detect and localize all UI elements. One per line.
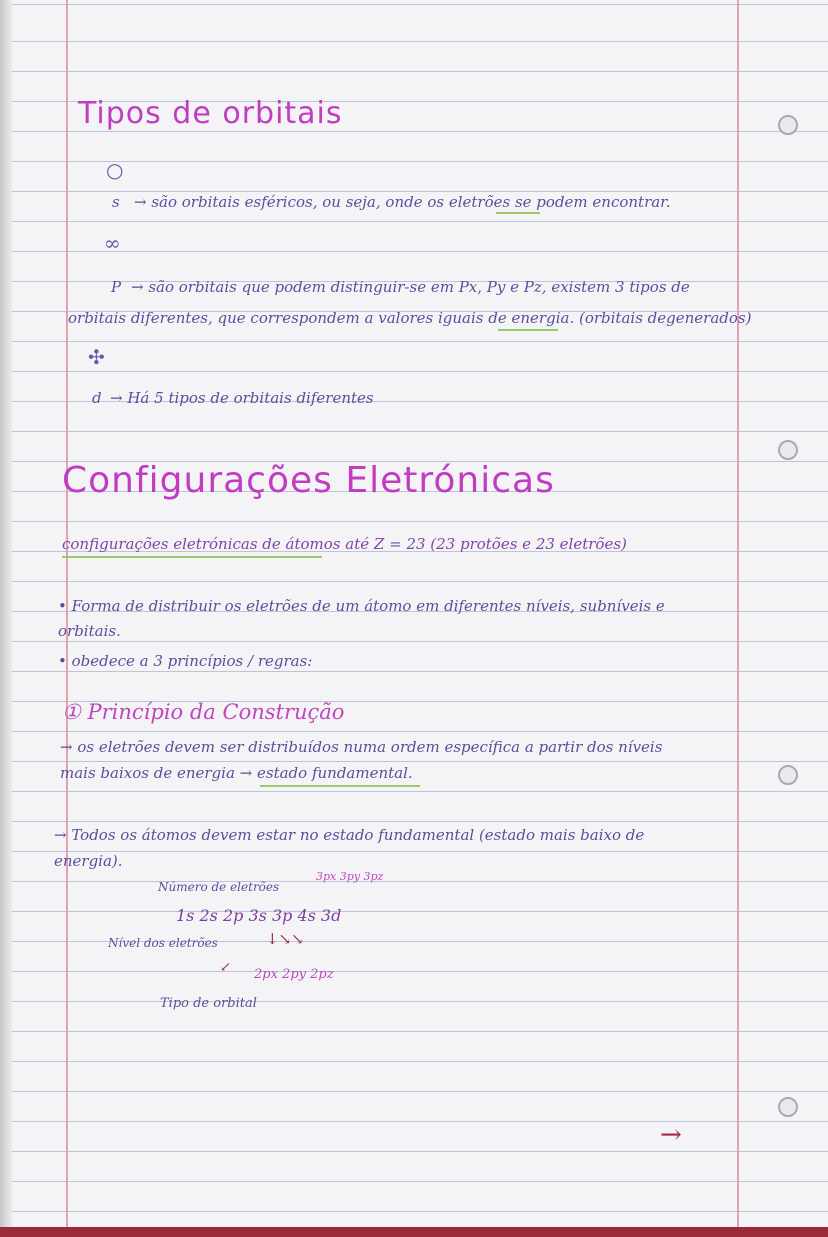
diagram-tipo-label: Tipo de orbital bbox=[160, 996, 257, 1011]
left-margin-line bbox=[66, 0, 68, 1237]
config-title: Configurações Eletrónicas bbox=[62, 460, 555, 501]
binder-hole bbox=[778, 115, 798, 135]
principio-line-2: mais baixos de energia → estado fundamental. bbox=[60, 764, 413, 782]
page-bottom-edge bbox=[0, 1227, 828, 1237]
orbitais-title: Tipos de orbitais bbox=[78, 96, 343, 131]
diagram-2p-split: 2px 2py 2pz bbox=[254, 967, 334, 982]
p-orbital-lobe-icon: ∞ bbox=[104, 231, 121, 255]
p-orbital-text-2: orbitais diferentes, que correspondem a valores iguais de energia. (orbitais degenerados) bbox=[68, 309, 752, 327]
highlight-underline bbox=[496, 212, 540, 214]
d-orbital-label: d bbox=[92, 389, 102, 407]
principio-line-1: → os eletrões devem ser distribuídos numa ordem específica a partir dos níveis bbox=[60, 738, 663, 756]
page-edge bbox=[0, 0, 12, 1237]
s-orbital-label: s bbox=[112, 193, 120, 211]
principio-heading: ① Princípio da Construção bbox=[62, 700, 345, 724]
principio-line-4: energia). bbox=[54, 852, 123, 870]
config-bullet-1-line-1: • Forma de distribuir os eletrões de um átomo em diferentes níveis, subníveis e bbox=[58, 597, 665, 615]
config-bullet-2: • obedece a 3 princípios / regras: bbox=[58, 652, 313, 670]
s-orbital-text: → são orbitais esféricos, ou seja, onde os eletrões se podem encontrar. bbox=[134, 193, 671, 211]
d-orbital-text: → Há 5 tipos de orbitais diferentes bbox=[110, 389, 374, 407]
diagram-nivel-label: Nível dos eletrões bbox=[108, 936, 218, 950]
principio-line-3: → Todos os átomos devem estar no estado fundamental (estado mais baixo de bbox=[54, 826, 645, 844]
highlight-underline bbox=[498, 329, 558, 331]
config-bullet-1-line-2: orbitais. bbox=[58, 622, 121, 640]
p-orbital-label: P bbox=[111, 278, 122, 296]
diagram-sequence: 1s 2s 2p 3s 3p 4s 3d bbox=[176, 906, 342, 925]
highlight-underline bbox=[260, 785, 420, 787]
highlight-underline bbox=[62, 556, 322, 558]
s-orbital-circle-icon: ○ bbox=[106, 158, 124, 182]
p-orbital-text-1: → são orbitais que podem distinguir-se em Px, Py e Pz, existem 3 tipos de bbox=[131, 278, 690, 296]
right-margin-line bbox=[737, 0, 739, 1237]
binder-hole bbox=[778, 440, 798, 460]
d-orbital-clover-icon: ✣ bbox=[88, 345, 105, 369]
next-page-arrow-icon: → bbox=[660, 1120, 682, 1150]
binder-hole bbox=[778, 1097, 798, 1117]
diagram-numero-label: Número de eletrões bbox=[158, 880, 280, 894]
arrow-down-left-icon: ↙ bbox=[220, 960, 231, 975]
arrow-down-icon: ↓↘↘ bbox=[266, 930, 304, 948]
diagram-3p-sublabels: 3px 3py 3pz bbox=[316, 870, 384, 883]
config-subtitle: configurações eletrónicas de átomos até Z = 23 (23 protões e 23 eletrões) bbox=[62, 535, 627, 553]
binder-hole bbox=[778, 765, 798, 785]
